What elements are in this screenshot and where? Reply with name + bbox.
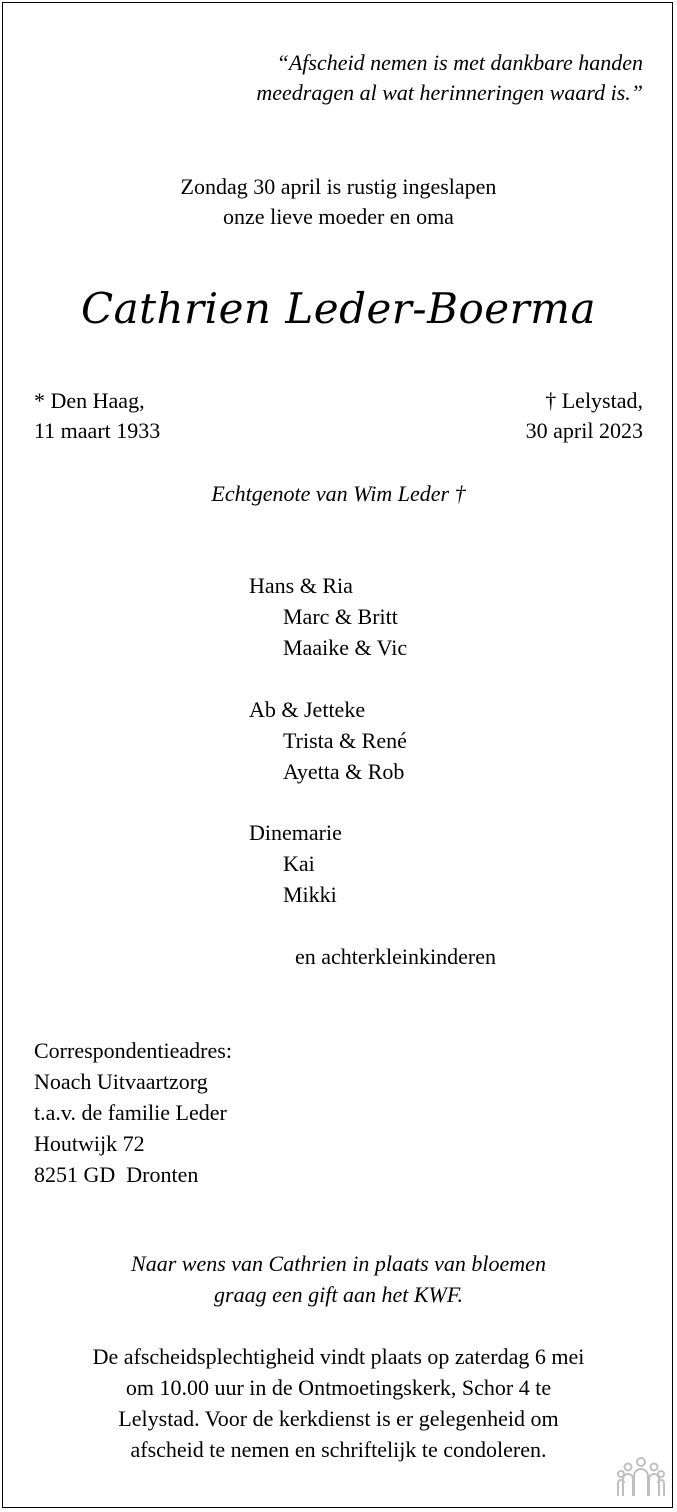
family-child: Kai [283,851,315,876]
great-grandchildren: en achterkleinkinderen [295,944,496,969]
announcement-line-2: onze lieve moeder en oma [223,204,454,229]
birth-info [34,386,160,446]
spouse-line: Echtgenote van Wim Leder † [211,481,466,506]
quote [256,48,643,108]
quote-line-1: “Afscheid nemen is met dankbare handen [276,50,643,75]
death-place: † Lelystad, [545,388,643,413]
correspondence-company: Noach Uitvaartzorg [34,1069,208,1094]
correspondence-attention: t.a.v. de familie Leder [34,1100,227,1125]
correspondence-city: 8251 GD Dronten [34,1162,199,1187]
family-child: Marc & Britt [283,604,398,629]
ceremony-line-1: De afscheidsplechtigheid vindt plaats op zaterdag 6 mei [92,1344,585,1369]
announcement [0,172,677,232]
deceased-name: Cathrien Leder-Boerma [80,284,597,333]
family-head-3: Dinemarie [249,820,342,845]
flowers-wish [0,1248,677,1310]
wish-line-1: Naar wens van Cathrien in plaats van bloemen [131,1251,546,1276]
family-child: Mikki [283,882,337,907]
correspondence-street: Houtwijk 72 [34,1131,145,1156]
family-head-2: Ab & Jetteke [249,697,366,722]
ceremony-line-3: Lelystad. Voor de kerkdienst is er gelegenheid om [118,1406,559,1431]
quote-line-2: meedragen al wat herinneringen waard is.” [256,80,643,105]
death-date: 30 april 2023 [525,418,643,443]
wish-line-2: graag een gift aan het KWF. [214,1282,463,1307]
ceremony-details [0,1341,677,1465]
family-child: Maaike & Vic [283,635,408,660]
correspondence-label: Correspondentieadres: [34,1038,232,1063]
ceremony-line-2: om 10.00 uur in de Ontmoetingskerk, Schor 4 te [125,1375,552,1400]
announcement-line-1: Zondag 30 april is rustig ingeslapen [180,174,497,199]
people-group-icon [617,1456,665,1498]
correspondence-address [34,1035,232,1190]
family-head-1: Hans & Ria [249,573,353,598]
birth-date: 11 maart 1933 [34,418,161,443]
ceremony-line-4: afscheid te nemen en schriftelijk te condoleren. [130,1437,547,1462]
death-info [526,386,643,446]
family-child: Ayetta & Rob [283,759,405,784]
birth-place: * Den Haag, [34,388,145,413]
family-child: Trista & René [283,728,407,753]
